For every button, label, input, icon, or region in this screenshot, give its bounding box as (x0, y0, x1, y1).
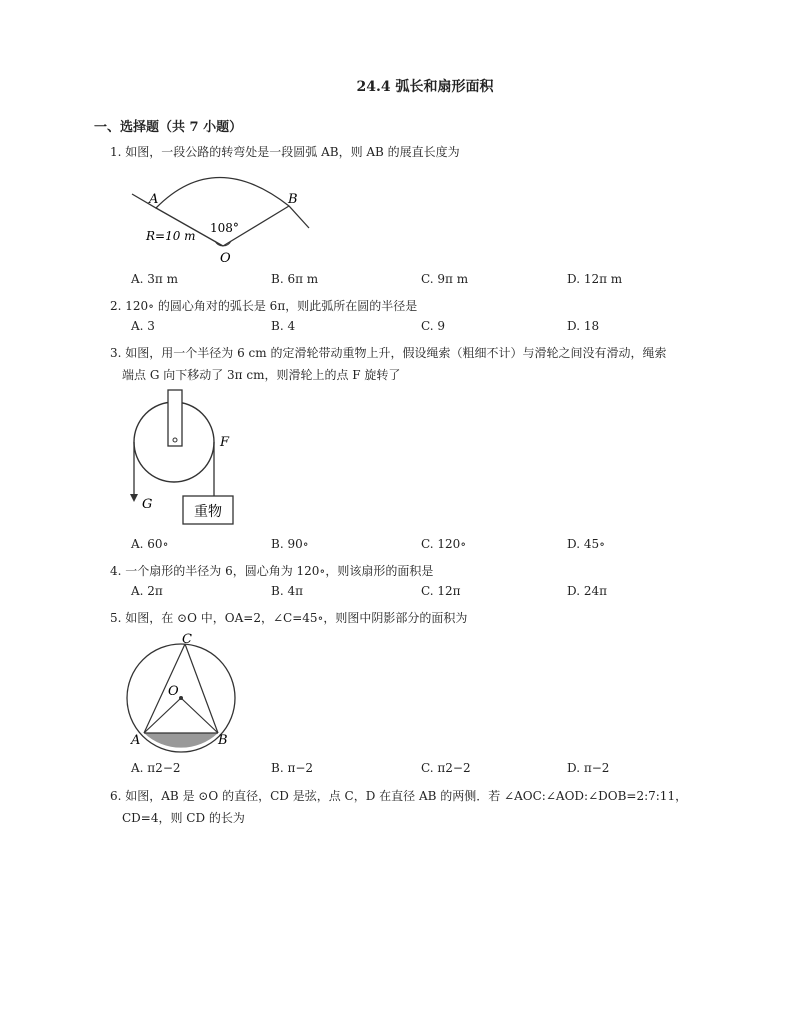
q2-option-a: A. 3 (131, 319, 155, 333)
question-6-text-line-2: CD=4，则 CD 的长为 (122, 811, 245, 825)
question-3-text-line-2: 端点 G 向下移动了 3π cm，则滑轮上的点 F 旋转了 (122, 368, 401, 382)
question-2-text: 2. 120∘ 的圆心角对的弧长是 6π，则此弧所在圆的半径是 (110, 299, 418, 313)
q3-option-c: C. 120∘ (421, 537, 467, 551)
q2-option-b: B. 4 (271, 319, 296, 333)
question-3-text-line-1: 3. 如图，用一个半径为 6 cm 的定滑轮带动重物上升，假设绳索（粗细不计）与滑轮之间没有滑动，绳索 (110, 346, 667, 360)
question-3-figure (120, 386, 250, 531)
point-label-A: A (149, 192, 159, 207)
q5-option-d: D. π−2 (567, 761, 610, 775)
question-4-text: 4. 一个扇形的半径为 6，圆心角为 120∘，则该扇形的面积是 (110, 564, 434, 578)
point-label-G: G (142, 497, 153, 512)
point-label-B: B (288, 192, 298, 207)
q4-option-d: D. 24π (567, 584, 607, 598)
point-label-B: B (218, 733, 228, 748)
angle-label: 108° (210, 221, 239, 235)
page-title: 24.4 弧长和扇形面积 (356, 79, 494, 95)
q3-option-b: B. 90∘ (271, 537, 309, 551)
q4-option-a: A. 2π (131, 584, 163, 598)
q1-option-a: A. 3π m (131, 272, 179, 286)
question-1-text: 1. 如图，一段公路的转弯处是一段圆弧 AB，则 AB 的展直长度为 (110, 145, 460, 159)
question-1-figure (130, 166, 310, 266)
q1-option-d: D. 12π m (567, 272, 623, 286)
q1-option-b: B. 6π m (271, 272, 319, 286)
q2-option-d: D. 18 (567, 319, 600, 333)
question-5-text: 5. 如图，在 ⊙O 中，OA=2，∠C=45∘，则图中阴影部分的面积为 (110, 611, 468, 625)
point-label-A: A (131, 733, 141, 748)
q4-option-b: B. 4π (271, 584, 303, 598)
q5-option-c: C. π2−2 (421, 761, 471, 775)
point-label-O: O (168, 684, 179, 699)
section-heading: 一、选择题（共 7 小题） (94, 120, 243, 135)
point-label-F: F (220, 435, 230, 450)
point-label-C: C (182, 632, 192, 647)
weight-label: 重物 (194, 504, 222, 520)
point-label-O: O (220, 251, 231, 266)
q2-option-c: C. 9 (421, 319, 446, 333)
q1-option-c: C. 9π m (421, 272, 469, 286)
q3-option-d: D. 45∘ (567, 537, 605, 551)
question-5-figure (122, 630, 242, 750)
q4-option-c: C. 12π (421, 584, 461, 598)
q3-option-a: A. 60∘ (131, 537, 169, 551)
q5-option-a: A. π2−2 (131, 761, 181, 775)
question-6-text-line-1: 6. 如图，AB 是 ⊙O 的直径，CD 是弦，点 C，D 在直径 AB 的两侧．若 ∠AOC:∠AOD:∠DOB=2:7:11， (110, 789, 688, 803)
radius-label: R=10 m (146, 229, 196, 243)
q5-option-b: B. π−2 (271, 761, 314, 775)
